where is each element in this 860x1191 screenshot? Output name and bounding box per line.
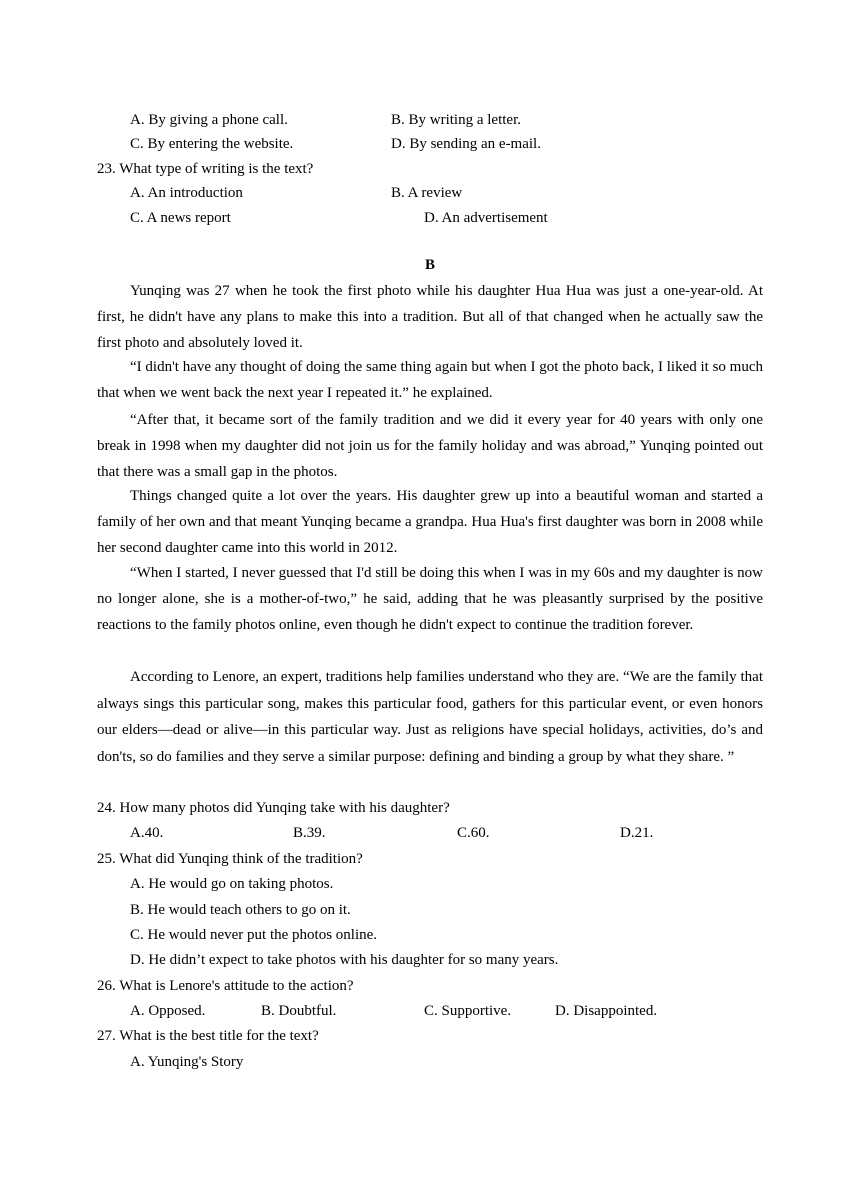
q22-option-d: D. By sending an e-mail. bbox=[391, 136, 541, 152]
q27-option-a: A. Yunqing's Story bbox=[130, 1054, 244, 1070]
q26-option-a: A. Opposed. bbox=[130, 1003, 206, 1019]
q24-option-d: D.21. bbox=[620, 825, 654, 841]
passage-paragraph-4: Things changed quite a lot over the years. His daughter grew up into a beautiful woman and started a family of her own and that meant Yunqing became a grandpa. Hua Hua's first daughter was born in 2008 while her second daughter came into this world in 2012. bbox=[97, 488, 763, 556]
q24-option-a: A.40. bbox=[130, 825, 164, 841]
q25-stem: 25. What did Yunqing think of the tradition? bbox=[97, 851, 363, 867]
passage-paragraph-1: Yunqing was 27 when he took the first photo while his daughter Hua Hua was just a one-year-old. At first, he didn't have any plans to make this into a tradition. But all of that changed when he actually saw the first photo and absolutely loved it. bbox=[97, 283, 763, 351]
q23-stem: 23. What type of writing is the text? bbox=[97, 161, 314, 177]
q25-option-c: C. He would never put the photos online. bbox=[130, 927, 378, 943]
q24-stem: 24. How many photos did Yunqing take with his daughter? bbox=[97, 800, 450, 816]
q22-option-a: A. By giving a phone call. bbox=[130, 112, 288, 128]
q24-option-c: C.60. bbox=[457, 825, 490, 841]
q25-option-a: A. He would go on taking photos. bbox=[130, 876, 334, 892]
q23-option-c: C. A news report bbox=[130, 210, 231, 226]
passage-paragraph-3: “After that, it became sort of the family tradition and we did it every year for 40 years with only one break in 1998 when my daughter did not join us for the family holiday and was abroad,” Yunqing pointed out that there was a small gap in the photos. bbox=[97, 412, 763, 480]
q22-option-c: C. By entering the website. bbox=[130, 136, 294, 152]
q26-option-d: D. Disappointed. bbox=[555, 1003, 658, 1019]
q26-option-c: C. Supportive. bbox=[424, 1003, 512, 1019]
q23-option-b: B. A review bbox=[391, 185, 463, 201]
q22-option-b: B. By writing a letter. bbox=[391, 112, 521, 128]
passage-paragraph-2: “I didn't have any thought of doing the same thing again but when I got the photo back, I liked it so much that when we went back the next year I repeated it.” he explained. bbox=[97, 359, 763, 401]
passage-paragraph-5: “When I started, I never guessed that I'd still be doing this when I was in my 60s and my daughter is now no longer alone, she is a mother-of-two,” he said, adding that he was pleasantly surprised by the positive reactions to the family photos online, even though he didn't expect to continue the tradition forever. bbox=[97, 565, 763, 633]
q24-option-b: B.39. bbox=[293, 825, 326, 841]
q26-option-b: B. Doubtful. bbox=[261, 1003, 337, 1019]
q26-stem: 26. What is Lenore's attitude to the action? bbox=[97, 978, 354, 994]
q23-option-d: D. An advertisement bbox=[424, 210, 548, 226]
q25-option-b: B. He would teach others to go on it. bbox=[130, 902, 351, 918]
passage-paragraph-6: According to Lenore, an expert, traditions help families understand who they are. “We are the family that always sings this particular song, makes this particular food, gathers for this particular event, or even honors our elders—dead or alive—in this particular way. Just as religions have special holidays, activities, do’s and don'ts, so do families and they serve a similar purpose: defining and binding a group by what they share. ” bbox=[97, 669, 763, 765]
q23-option-a: A. An introduction bbox=[130, 185, 243, 201]
q25-option-d: D. He didn’t expect to take photos with his daughter for so many years. bbox=[130, 952, 559, 968]
q27-stem: 27. What is the best title for the text? bbox=[97, 1028, 319, 1044]
section-title: B bbox=[424, 257, 435, 273]
